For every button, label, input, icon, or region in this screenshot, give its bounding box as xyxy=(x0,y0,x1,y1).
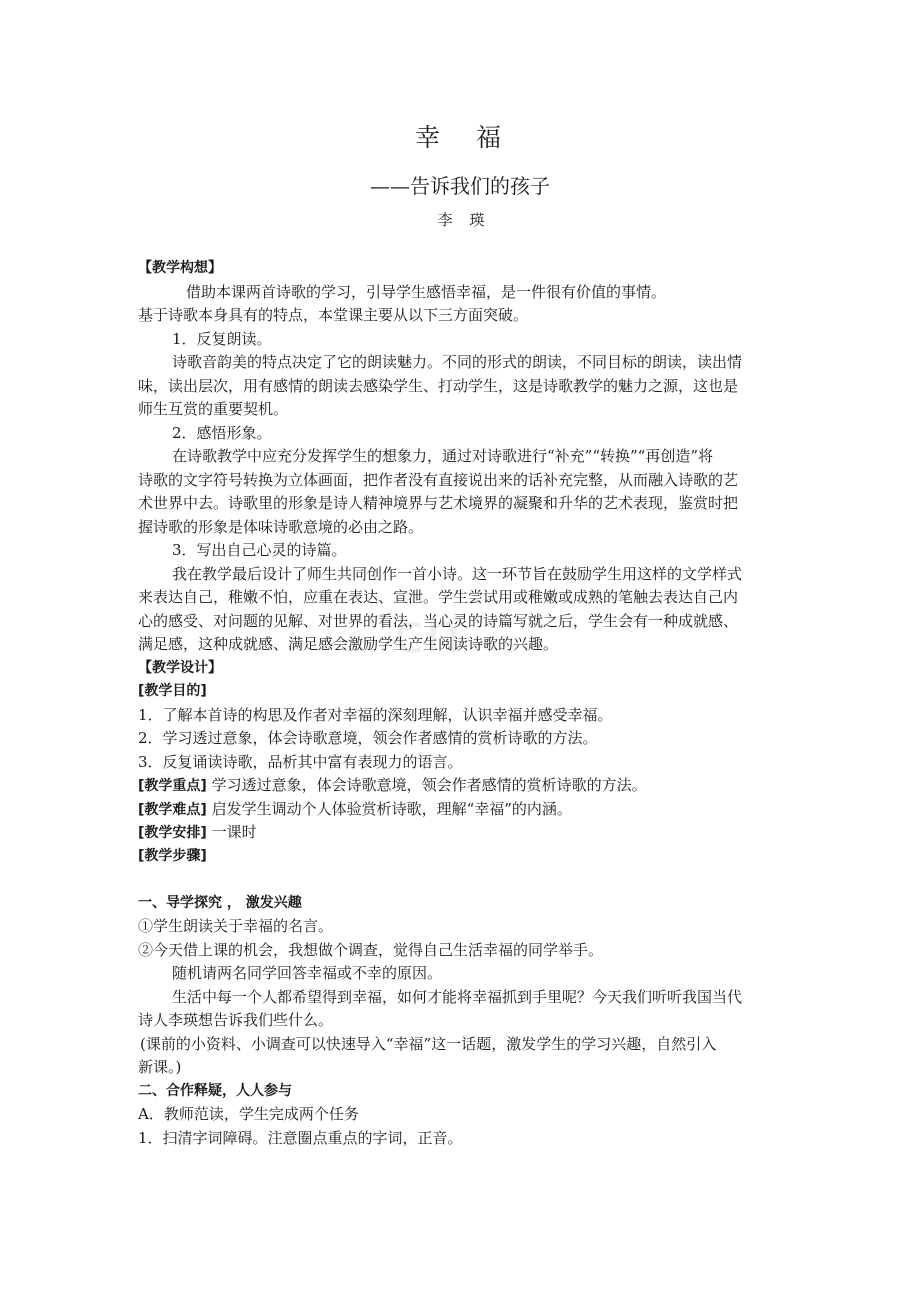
paragraph-line: 术世界中去。诗歌里的形象是诗人精神境界与艺术境界的凝聚和升华的艺术表现，鉴赏时把 xyxy=(138,494,739,512)
list-item: 3．写出自己心灵的诗篇。 xyxy=(172,541,347,559)
section-heading-design: 【教学设计】 xyxy=(138,659,222,676)
subheading-steps: [教学步骤] xyxy=(138,847,207,864)
paragraph-line: 握诗歌的形象是体味诗歌意境的必由之路。 xyxy=(138,517,424,536)
paragraph-line: A．教师范读，学生完成两个任务 xyxy=(138,1105,359,1123)
goal-item: 2．学习透过意象，体会诗歌意境，领会作者感情的赏析诗歌的方法。 xyxy=(138,729,598,747)
paragraph-line: 来表达自己，稚嫩不怕，应重在表达、宣泄。学生尝试用或稚嫩或成熟的笔触去表达自己内 xyxy=(138,588,739,606)
paragraph-line: 满足感，这种成就感、满足感会激励学生产生阅读诗歌的兴趣。 xyxy=(138,635,559,653)
document-body xyxy=(138,257,788,1150)
step1-heading: 一、导学探究 ， 激发兴趣 xyxy=(138,894,302,911)
goal-item: 1．了解本首诗的构思及作者对幸福的深刻理解，认识幸福并感受幸福。 xyxy=(138,705,613,724)
difficulty-text: 启发学生调动个人体验赏析诗歌，理解“幸福”的内涵。 xyxy=(206,799,572,818)
schedule-text: 一课时 xyxy=(206,823,257,841)
paragraph-line: 诗歌音韵美的特点决定了它的朗读魅力。不同的形式的朗读，不同目标的朗读，读出情 xyxy=(172,353,743,371)
paragraph-line: 心的感受、对问题的见解、对世界的看法，当心灵的诗篇写就之后，学生会有一种成就感、 xyxy=(138,611,739,630)
page-title: 幸 福 xyxy=(415,123,515,152)
blank-line xyxy=(138,868,788,892)
paragraph-line: 随机请两名同学回答幸福或不幸的原因。 xyxy=(172,964,443,982)
paragraph-line: 生活中每一个人都希望得到幸福，如何才能将幸福抓到手里呢？今天我们听听我国当代 xyxy=(172,987,743,1006)
paragraph-line: ①学生朗读关于幸福的名言。 xyxy=(138,917,334,935)
difficulty-line xyxy=(138,798,788,822)
paragraph-line: 1．扫清字词障碍。注意圈点重点的字词，正音。 xyxy=(138,1128,463,1147)
schedule-line xyxy=(138,821,788,845)
paragraph-line: ②今天借上课的机会，我想做个调查，觉得自己生活幸福的同学举手。 xyxy=(138,940,604,959)
watermark: .cn xyxy=(375,602,463,665)
paragraph-line: (课前的小资料、小调查可以快速导入“幸福”这一话题，激发学生的学习兴趣，自然引入 xyxy=(140,1034,717,1053)
focus-label: [教学重点] xyxy=(138,778,207,794)
paragraph-line: 我在教学最后设计了师生共同创作一首小诗。这一环节旨在鼓励学生用这样的文学样式 xyxy=(172,564,743,583)
section-heading-concept: 【教学构想】 xyxy=(138,260,222,276)
page-subtitle: ——告诉我们的孩子 xyxy=(370,174,550,198)
paragraph-line: 新课。) xyxy=(138,1058,182,1076)
paragraph-line: 借助本课两首诗歌的学习，引导学生感悟幸福，是一件很有价值的事情。 xyxy=(186,282,667,301)
list-item: 1．反复朗读。 xyxy=(172,329,272,348)
step2-heading: 二、合作释疑，人人参与 xyxy=(138,1082,292,1099)
focus-line xyxy=(138,774,788,798)
subheading-goals: [教学目的] xyxy=(138,683,207,699)
focus-text: 学习透过意象，体会诗歌意境，领会作者感情的赏析诗歌的方法。 xyxy=(206,776,647,794)
paragraph-line: 在诗歌教学中应充分发挥学生的想象力，通过对诗歌进行“补充”“转换”“再创造”将 xyxy=(172,447,714,465)
schedule-label: [教学安排] xyxy=(138,825,207,841)
paragraph-line: 诗歌的文字符号转换为立体画面，把作者没有直接说出来的话补充完整，从而融入诗歌的艺 xyxy=(138,470,739,489)
author-name: 李 瑛 xyxy=(437,211,491,229)
list-item: 2．感悟形象。 xyxy=(172,423,272,442)
paragraph-line: 基于诗歌本身具有的特点，本堂课主要从以下三方面突破。 xyxy=(138,306,529,324)
difficulty-label: [教学难点] xyxy=(138,801,207,818)
goal-item: 3．反复诵读诗歌，品析其中富有表现力的语言。 xyxy=(138,752,463,771)
paragraph-line: 诗人李瑛想告诉我们些什么。 xyxy=(138,1011,334,1029)
paragraph-line: 师生互赏的重要契机。 xyxy=(138,400,289,418)
paragraph-line: 味，读出层次，用有感情的朗读去感染学生、打动学生，这是诗歌教学的魅力之源，这也是 xyxy=(138,376,739,395)
